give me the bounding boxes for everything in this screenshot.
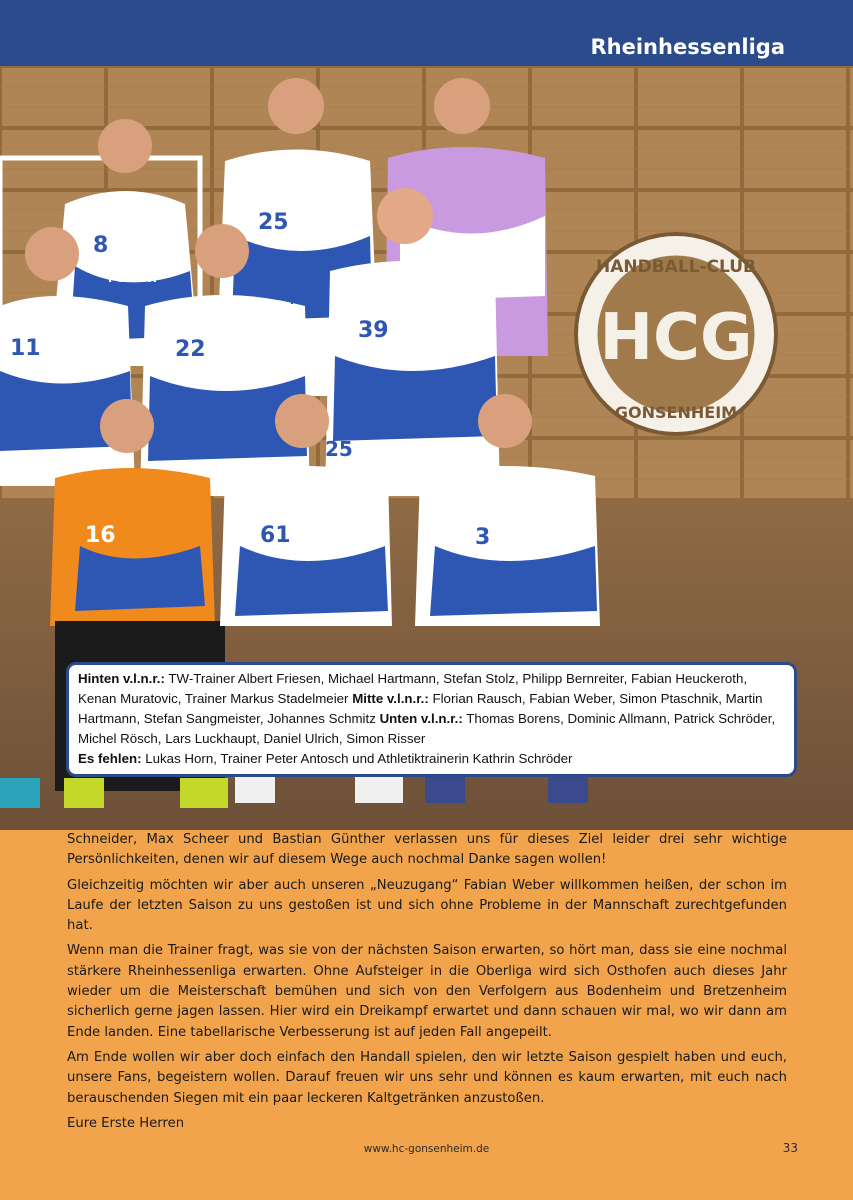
logo-letters: HCG xyxy=(599,301,753,375)
paragraph: Am Ende wollen wir aber doch einfach den Handall spielen, den wir letzte Saison gespielt haben und euch, unsere Fans, begeistern wollen. Darauf freuen wir uns sehr und können es kaum erwarten, mit euch nach berauschenden Siegen mit ein paar leckeren Kaltgetränken anzustoßen. xyxy=(67,1049,787,1106)
article-body xyxy=(67,830,787,1139)
shoe xyxy=(64,778,104,808)
signature: Eure Erste Herren xyxy=(67,1115,185,1131)
caption-text: Florian Rausch, Fabian Weber, Simon Ptaschnik, Martin Hartmann, Stefan Sangmeister, Johannes Schmitz xyxy=(78,691,763,726)
jersey-number: 3 xyxy=(475,525,491,550)
jersey-number: 61 xyxy=(260,523,291,548)
sponsor-text: POLLUX xyxy=(205,376,254,389)
jersey-number: 11 xyxy=(10,336,41,361)
paragraph: Wenn man die Trainer fragt, was sie von der nächsten Saison erwarten, so hört man, dass sie eine nochmal stärkere Rheinhessenliga erwarten. Ohne Aufsteiger in die Oberliga wird sich Osthofen auch dieses Jahr wieder um die Meisterschaft bemühen und sich von den Verfolgern aus Bodenheim und Bretzenheim sicherlich gerne jagen lassen. Hier wird ein Dreikampf erwartet und dann schauen wir mal, wo wir dann am Ende landen. Eine tabellarische Verbesserung ist auf jeden Fall angepeilt. xyxy=(67,943,787,1040)
sponsor-text: Italia xyxy=(290,294,322,307)
jersey-number: 8 xyxy=(93,233,109,258)
caption-label: Mitte v.l.n.r.: xyxy=(352,691,429,706)
page-header xyxy=(0,0,853,66)
caption-text: Thomas Borens, Dominic Allmann, Patrick Schröder, Michel Rösch, Lars Luckhaupt, Daniel Ulrich, Simon Risser xyxy=(78,711,776,746)
caption-label: Hinten v.l.n.r.: xyxy=(78,671,165,686)
sponsor-text: TESTING xyxy=(385,356,438,369)
jersey-number: 25 xyxy=(258,210,289,235)
shoe xyxy=(0,778,40,808)
jersey-number: 16 xyxy=(85,523,116,548)
sponsor-text: POLLUX xyxy=(108,272,157,285)
caption-text: Lukas Horn, Trainer Peter Antosch und Athletiktrainerin Kathrin Schröder xyxy=(141,751,573,766)
photo-caption xyxy=(66,662,797,777)
jersey-number: 22 xyxy=(175,337,206,362)
caption-label: Es fehlen: xyxy=(78,751,142,766)
paragraph: Schneider, Max Scheer und Bastian Günther verlassen uns für dieses Ziel leider drei sehr wichtige Persönlichkeiten, denen wir auf diesem Wege auch nochmal Danke sagen wollen! xyxy=(67,832,787,868)
section-title: Rheinhessenliga xyxy=(590,35,785,59)
page-number: 33 xyxy=(782,1141,798,1155)
jersey-number: 39 xyxy=(358,318,389,343)
logo-top-text: HANDBALL-CLUB xyxy=(595,257,757,277)
paragraph: Gleichzeitig möchten wir aber auch unseren „Neuzugang“ Fabian Weber willkommen heißen, der schon im Laufe der letzten Saison zu uns gestoßen ist und sich ohne Probleme in der Mannschaft zurechtgefunden hat. xyxy=(67,877,787,934)
shoe xyxy=(180,778,228,808)
footer-url: www.hc-gonsenheim.de xyxy=(363,1143,490,1155)
jersey-number: 25 xyxy=(325,437,353,461)
caption-text: TW-Trainer Albert Friesen, Michael Hartmann, Stefan Stolz, Philipp Bernreiter, Fabian Heuckeroth, Kenan Muratovic, Trainer Markus Stadelmeier xyxy=(78,671,748,706)
logo-bottom-text: GONSENHEIM xyxy=(614,403,738,422)
caption-label: Unten v.l.n.r.: xyxy=(379,711,463,726)
